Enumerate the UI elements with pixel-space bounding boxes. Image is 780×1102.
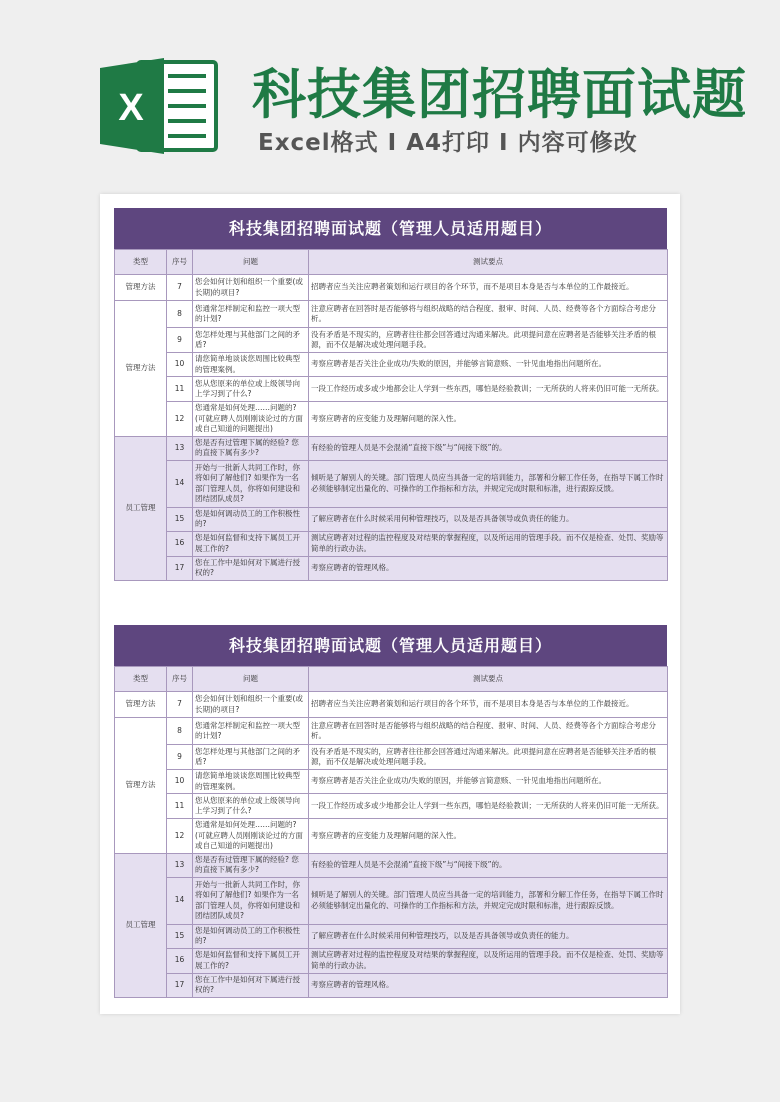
number-cell: 15: [167, 507, 193, 531]
test-point-cell: 注意应聘者在回答时是否能够将与组织战略的结合程度、报审、时间、人员、经费等各个方面综合考虑分析。: [309, 301, 668, 328]
table-row: [115, 692, 668, 718]
test-point-cell: 考察应聘者是否关注企业成功/失败的原因，并能够言简意赅、一针见血地指出问题所在。: [309, 770, 668, 794]
test-point-cell: 招聘者应当关注应聘者策划和运行项目的各个环节，而不是项目本身是否与本单位的工作最接近。: [309, 275, 668, 301]
table-row: [115, 819, 668, 854]
number-cell: 8: [167, 301, 193, 328]
type-cell: 管理方法: [115, 692, 167, 718]
table-row: [115, 877, 668, 924]
table-row: [115, 436, 668, 460]
type-cell: 管理方法: [115, 718, 167, 854]
number-cell: 16: [167, 531, 193, 556]
question-cell: 请您简单地谈谈您周围比较典型的管理案例。: [193, 353, 309, 377]
test-point-cell: 一段工作经历或多或少地都会让人学到一些东西，哪怕是经验教训；一无所获的人将来仍旧可能一无所获。: [309, 794, 668, 819]
table-row: [115, 973, 668, 997]
number-cell: 8: [167, 718, 193, 745]
header-row: [115, 667, 668, 692]
table-row: [115, 556, 668, 580]
number-cell: 14: [167, 460, 193, 507]
table-row: [115, 718, 668, 745]
test-point-cell: 考察应聘者是否关注企业成功/失败的原因，并能够言简意赅、一针见血地指出问题所在。: [309, 353, 668, 377]
column-header: 问题: [193, 667, 309, 692]
question-cell: 您会如何计划和组织一个重要(或长期)的项目?: [193, 692, 309, 718]
number-cell: 7: [167, 275, 193, 301]
table-row: [115, 531, 668, 556]
test-point-cell: 一段工作经历或多或少地都会让人学到一些东西，哪怕是经验教训；一无所获的人将来仍旧可能一无所获。: [309, 377, 668, 402]
test-point-cell: 考察应聘者的应变能力及理解问题的深入性。: [309, 819, 668, 854]
type-cell: 员工管理: [115, 853, 167, 997]
question-cell: 您是否有过管理下属的经验? 您的直接下属有多少?: [193, 853, 309, 877]
question-cell: 您是如何监督和支持下属员工开展工作的?: [193, 948, 309, 973]
number-cell: 13: [167, 436, 193, 460]
questions-table: [114, 666, 668, 998]
table-row: [115, 924, 668, 948]
column-header: 序号: [167, 250, 193, 275]
number-cell: 15: [167, 924, 193, 948]
question-cell: 您通常是如何处理……问题的?(可就应聘人员刚刚谈论过的方面或自己知道的问题提出): [193, 819, 309, 854]
column-header: 类型: [115, 250, 167, 275]
column-header: 测试要点: [309, 667, 668, 692]
page-title: 科技集团招聘面试题: [252, 63, 747, 126]
number-cell: 12: [167, 819, 193, 854]
question-cell: 您怎样处理与其他部门之间的矛盾?: [193, 328, 309, 353]
question-cell: 您是如何调动员工的工作积极性的?: [193, 507, 309, 531]
table-row: [115, 275, 668, 301]
number-cell: 14: [167, 877, 193, 924]
number-cell: 9: [167, 745, 193, 770]
question-cell: 您通常怎样制定和监控一项大型的计划?: [193, 301, 309, 328]
number-cell: 17: [167, 556, 193, 580]
test-point-cell: 测试应聘者对过程的监控程度及对结果的掌握程度，以及所运用的管理手段。而不仅是检查、处罚、奖励等简单的行政办法。: [309, 531, 668, 556]
table-row: [115, 770, 668, 794]
question-cell: 您怎样处理与其他部门之间的矛盾?: [193, 745, 309, 770]
question-cell: 您是否有过管理下属的经验? 您的直接下属有多少?: [193, 436, 309, 460]
type-cell: 员工管理: [115, 436, 167, 580]
question-cell: 您从您原来的单位或上级领导向上学习到了什么?: [193, 794, 309, 819]
test-point-cell: 没有矛盾是不现实的，应聘者往往都会回答通过沟通来解决。此项提问意在应聘者是否能够关注矛盾的根源，而不仅是解决或处理问题手段。: [309, 745, 668, 770]
test-point-cell: 考察应聘者的应变能力及理解问题的深入性。: [309, 402, 668, 437]
column-header: 问题: [193, 250, 309, 275]
question-cell: 您通常怎样制定和监控一项大型的计划?: [193, 718, 309, 745]
table-row: [115, 402, 668, 437]
test-point-cell: 了解应聘者在什么时候采用何种管理技巧，以及是否具备领导或负责任的能力。: [309, 507, 668, 531]
number-cell: 12: [167, 402, 193, 437]
sheet-title: 科技集团招聘面试题（管理人员适用题目）: [114, 625, 667, 666]
excel-icon: [98, 58, 218, 154]
test-point-cell: 有经验的管理人员是不会混淆“直接下级”与“间接下级”的。: [309, 436, 668, 460]
test-point-cell: 没有矛盾是不现实的，应聘者往往都会回答通过沟通来解决。此项提问意在应聘者是否能够关注矛盾的根源，而不仅是解决或处理问题手段。: [309, 328, 668, 353]
test-point-cell: 注意应聘者在回答时是否能够将与组织战略的结合程度、报审、时间、人员、经费等各个方面综合考虑分析。: [309, 718, 668, 745]
test-point-cell: 招聘者应当关注应聘者策划和运行项目的各个环节，而不是项目本身是否与本单位的工作最接近。: [309, 692, 668, 718]
question-cell: 您是如何调动员工的工作积极性的?: [193, 924, 309, 948]
table-row: [115, 853, 668, 877]
question-cell: 开始与一批新人共同工作时，你将如何了解他们? 如果作为一名部门管理人员，你将如何建设和团结团队成员?: [193, 460, 309, 507]
test-point-cell: 测试应聘者对过程的监控程度及对结果的掌握程度，以及所运用的管理手段。而不仅是检查、处罚、奖励等简单的行政办法。: [309, 948, 668, 973]
number-cell: 7: [167, 692, 193, 718]
column-header: 测试要点: [309, 250, 668, 275]
logo-letter: X: [118, 87, 144, 129]
test-point-cell: 倾听是了解别人的关键。部门管理人员应当具备一定的培训能力，部署和分解工作任务，在指导下属工作时必须能够制定出量化的、可操作的工作指标和方法，并规定完成时限和标准，进行跟踪反馈。: [309, 460, 668, 507]
page-subtitle: Excel格式 I A4打印 I 内容可修改: [258, 130, 638, 156]
test-point-cell: 倾听是了解别人的关键。部门管理人员应当具备一定的培训能力，部署和分解工作任务，在指导下属工作时必须能够制定出量化的、可操作的工作指标和方法，并规定完成时限和标准，进行跟踪反馈。: [309, 877, 668, 924]
sheet-title: 科技集团招聘面试题（管理人员适用题目）: [114, 208, 667, 249]
table-row: [115, 794, 668, 819]
table-row: [115, 948, 668, 973]
header-row: [115, 250, 668, 275]
test-point-cell: 有经验的管理人员是不会混淆“直接下级”与“间接下级”的。: [309, 853, 668, 877]
question-cell: 您在工作中是如何对下属进行授权的?: [193, 973, 309, 997]
number-cell: 13: [167, 853, 193, 877]
table-row: [115, 507, 668, 531]
question-sheet-2: [114, 625, 667, 998]
question-cell: 您通常是如何处理……问题的?(可就应聘人员刚刚谈论过的方面或自己知道的问题提出): [193, 402, 309, 437]
question-sheet-1: [114, 208, 667, 581]
table-row: [115, 353, 668, 377]
column-header: 类型: [115, 667, 167, 692]
questions-table: [114, 249, 668, 581]
number-cell: 16: [167, 948, 193, 973]
number-cell: 9: [167, 328, 193, 353]
table-row: [115, 301, 668, 328]
test-point-cell: 了解应聘者在什么时候采用何种管理技巧，以及是否具备领导或负责任的能力。: [309, 924, 668, 948]
test-point-cell: 考察应聘者的管理风格。: [309, 973, 668, 997]
number-cell: 17: [167, 973, 193, 997]
number-cell: 11: [167, 377, 193, 402]
header: [0, 0, 780, 195]
table-row: [115, 328, 668, 353]
column-header: 序号: [167, 667, 193, 692]
question-cell: 您会如何计划和组织一个重要(或长期)的项目?: [193, 275, 309, 301]
number-cell: 10: [167, 353, 193, 377]
question-cell: 您是如何监督和支持下属员工开展工作的?: [193, 531, 309, 556]
test-point-cell: 考察应聘者的管理风格。: [309, 556, 668, 580]
table-row: [115, 377, 668, 402]
question-cell: 您从您原来的单位或上级领导向上学习到了什么?: [193, 377, 309, 402]
type-cell: 管理方法: [115, 301, 167, 437]
question-cell: 您在工作中是如何对下属进行授权的?: [193, 556, 309, 580]
table-row: [115, 460, 668, 507]
table-row: [115, 745, 668, 770]
question-cell: 开始与一批新人共同工作时，你将如何了解他们? 如果作为一名部门管理人员，你将如何建设和团结团队成员?: [193, 877, 309, 924]
type-cell: 管理方法: [115, 275, 167, 301]
number-cell: 10: [167, 770, 193, 794]
question-cell: 请您简单地谈谈您周围比较典型的管理案例。: [193, 770, 309, 794]
number-cell: 11: [167, 794, 193, 819]
